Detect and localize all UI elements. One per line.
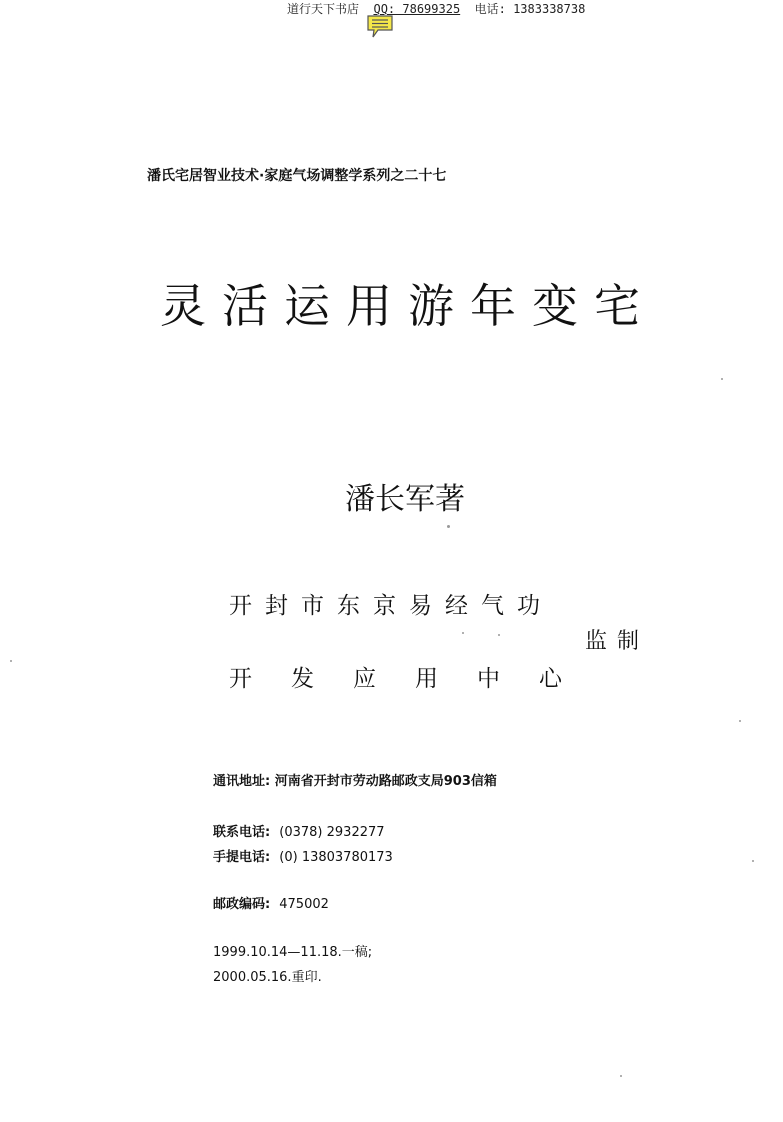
mobile-line: [213, 846, 393, 865]
qq-number: QQ: 78699325: [373, 2, 461, 16]
mobile-value: (0) 13803780173: [279, 850, 393, 865]
author: 潘长军著: [345, 482, 465, 517]
org-char: 开: [229, 666, 252, 692]
postcode-value: 475002: [279, 897, 329, 912]
address-label: 通讯地址:: [213, 774, 271, 789]
scan-speck: [721, 378, 723, 380]
scan-speck: [739, 720, 741, 722]
shop-name: 道行天下书店: [287, 2, 360, 16]
org-char: 用: [415, 666, 438, 692]
scan-speck: [498, 634, 500, 636]
scan-speck: [447, 525, 450, 528]
series-line: 潘氏宅居智业技术·家庭气场调整学系列之二十七: [147, 168, 447, 184]
org-char: 应: [353, 666, 376, 692]
date-line-1: 1999.10.14—11.18.一稿;: [213, 945, 373, 960]
supervise-label: 监制: [585, 629, 650, 654]
org-line-2: [229, 660, 601, 693]
address-value: 河南省开封市劳动路邮政支局903信箱: [274, 774, 497, 789]
org-char: 心: [539, 666, 562, 692]
address-line: [213, 770, 497, 789]
org-char: 中: [477, 666, 500, 692]
scan-speck: [620, 1075, 622, 1077]
note-icon[interactable]: [366, 14, 394, 40]
postcode-label: 邮政编码:: [213, 897, 271, 912]
tel-value: (0378) 2932277: [279, 825, 385, 840]
postcode-line: [213, 893, 329, 912]
scan-speck: [10, 660, 12, 662]
org-char: 发: [291, 666, 314, 692]
tel-line: [213, 821, 385, 840]
scan-speck: [462, 632, 464, 634]
mobile-label: 手提电话:: [213, 850, 271, 865]
scan-speck: [752, 860, 754, 862]
date-line-2: 2000.05.16.重印.: [213, 970, 322, 985]
org-line-1: 开封市东京易经气功: [229, 593, 553, 619]
header-line: [287, 0, 585, 17]
phone-number: 电话: 1383338738: [474, 2, 586, 16]
tel-label: 联系电话:: [213, 825, 271, 840]
page-title: 灵活运用游年变宅: [160, 279, 656, 333]
